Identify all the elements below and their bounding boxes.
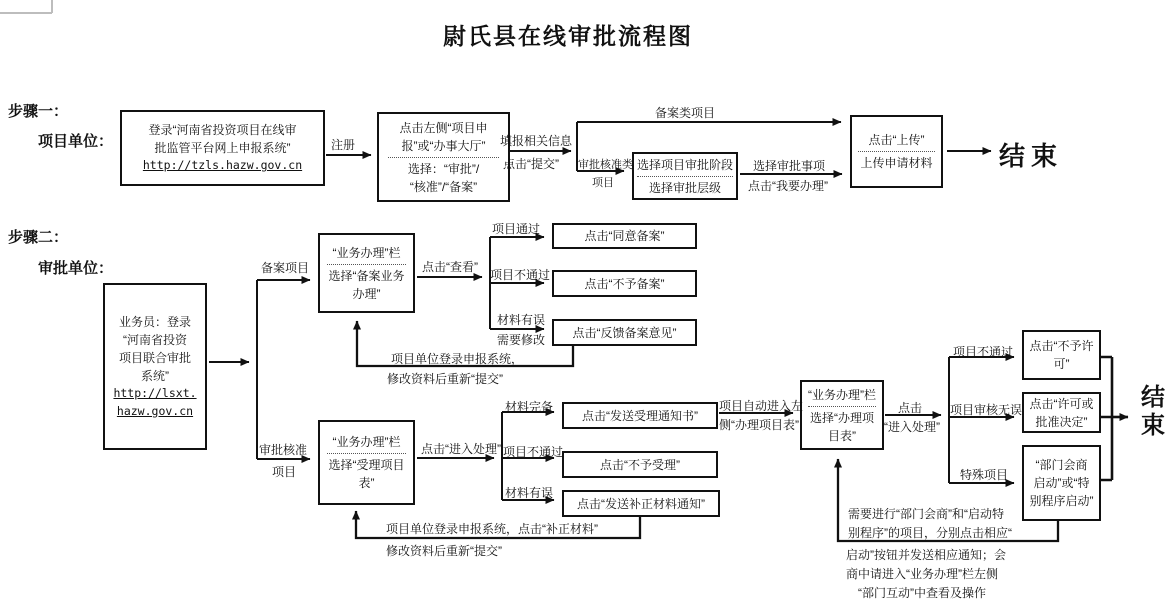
edge-label-need-modify: 需要修改	[497, 333, 546, 347]
step2-role-label: 审批单位：	[38, 260, 114, 277]
note-line-1: 需要进行“部门会商”和“启动特	[848, 507, 1004, 521]
end-label-1: 结束	[999, 141, 1064, 171]
step1-label: 步骤一：	[8, 103, 69, 120]
edge-label-project-fail-3: 项目不通过	[953, 345, 1014, 359]
edge-label-project-pass: 项目通过	[492, 222, 541, 236]
node-upload-materials: 点击“上传” 上传申请材料	[850, 115, 943, 188]
edge-label-fill-info: 填报相关信息	[500, 134, 573, 148]
node-login-declare-system: 登录“河南省投资项目在线审 批监管平台网上申报系统” http://tzls.hazw.gov.cn	[120, 110, 325, 186]
edge-label-filing-project: 备案项目	[261, 261, 310, 275]
node-handle-project-table: “业务办理”栏 选择“办理项 目表”	[800, 380, 884, 450]
edge-label-enter-process-2b: “进入处理”	[884, 420, 940, 434]
joint-system-url-2: hazw.gov.cn	[116, 403, 194, 418]
node-special-procedure: “部门会商 启动”或“特 别程序启动”	[1022, 445, 1101, 521]
edge-label-material-error-1: 材料有误	[497, 313, 546, 327]
note-line-3: 启动”按钮并发送相应通知；会	[846, 548, 1006, 562]
note-line-2: 别程序”的项目，分别点击相应“	[848, 526, 1012, 540]
edge-label-material-complete: 材料完备	[505, 400, 554, 414]
node-click-left-menu: 点击左侧“项目申 报”或“办事大厅” 选择：“审批”/ “核准”/“备案”	[377, 112, 510, 202]
step2-label: 步骤二：	[8, 229, 69, 246]
edge-label-click-handle: 点击“我要办理”	[748, 179, 828, 193]
edge-label-select-item: 选择审批事项	[753, 159, 826, 173]
edge-label-resubmit1-line2: 修改资料后重新“提交”	[387, 372, 503, 386]
node-send-accept-notice: 点击“发送受理通知书”	[562, 402, 718, 429]
declare-system-url: http://tzls.hazw.gov.cn	[142, 158, 303, 173]
end-label-2: 结 束	[1141, 384, 1165, 439]
edge-label-auto-enter-line1: 项目自动进入左	[719, 399, 804, 413]
step1-role-label: 项目单位：	[38, 133, 114, 150]
node-refuse-filing: 点击“不予备案”	[552, 270, 697, 297]
node-login-joint-approval: 业务员：登录 “河南省投资 项目联合审批 系统” http://lsxt. hazw.gov.cn	[103, 283, 207, 450]
edge-label-special-project: 特殊项目	[960, 468, 1009, 482]
edge-label-review-ok: 项目审核无误	[950, 403, 1023, 417]
edge-label-project-fail-2: 项目不通过	[503, 445, 564, 459]
page-title: 尉氏县在线审批流程图	[443, 23, 693, 49]
edge-label-filing-class: 备案类项目	[655, 106, 716, 120]
node-accept-project-table: “业务办理”栏 选择“受理项目 表”	[318, 420, 415, 505]
edge-label-material-error-2: 材料有误	[505, 486, 554, 500]
edge-label-project-fail-1: 项目不通过	[490, 268, 551, 282]
edge-label-register: 注册	[331, 138, 356, 152]
node-filing-business: “业务办理”栏 选择“备案业务 办理”	[318, 233, 415, 313]
edge-label-resubmit2-line1: 项目单位登录申报系统，点击“补正材料”	[386, 522, 598, 536]
edge-label-enter-process-1: 点击“进入处理”	[421, 442, 501, 456]
edge-label-enter-process-2a: 点击	[898, 401, 923, 415]
edge-label-auto-enter-line2: 侧“办理项目表”	[719, 418, 799, 432]
note-line-5: “部门互动”中查看及操作	[858, 586, 986, 600]
edge-label-approval-project-2: 项目	[272, 465, 297, 479]
node-send-fix-notice: 点击“发送补正材料通知”	[562, 490, 720, 517]
edge-label-resubmit2-line2: 修改资料后重新“提交”	[386, 544, 502, 558]
node-agree-filing: 点击“同意备案”	[552, 223, 697, 249]
edge-label-click-view: 点击“查看”	[422, 260, 478, 274]
node-feedback-filing-opinion: 点击“反馈备案意见”	[552, 319, 697, 346]
edge-label-approval-class-2: 项目	[592, 177, 614, 189]
edge-label-resubmit1-line1: 项目单位登录申报系统，	[391, 352, 524, 366]
edge-label-click-submit: 点击“提交”	[503, 157, 559, 171]
joint-system-url-1: http://lsxt.	[113, 386, 197, 401]
edge-label-approval-class-1: 审批核准类	[578, 159, 633, 171]
node-refuse-permit: 点击“不予许 可”	[1022, 330, 1101, 380]
node-select-stage: 选择项目审批阶段 选择审批层级	[632, 152, 738, 200]
node-permit-decision: 点击“许可或 批准决定”	[1022, 392, 1101, 433]
node-refuse-accept: 点击“不予受理”	[562, 451, 718, 478]
note-line-4: 商中请进入“业务办理”栏左侧	[846, 567, 998, 581]
edge-label-approval-project-1: 审批核准	[259, 443, 308, 457]
